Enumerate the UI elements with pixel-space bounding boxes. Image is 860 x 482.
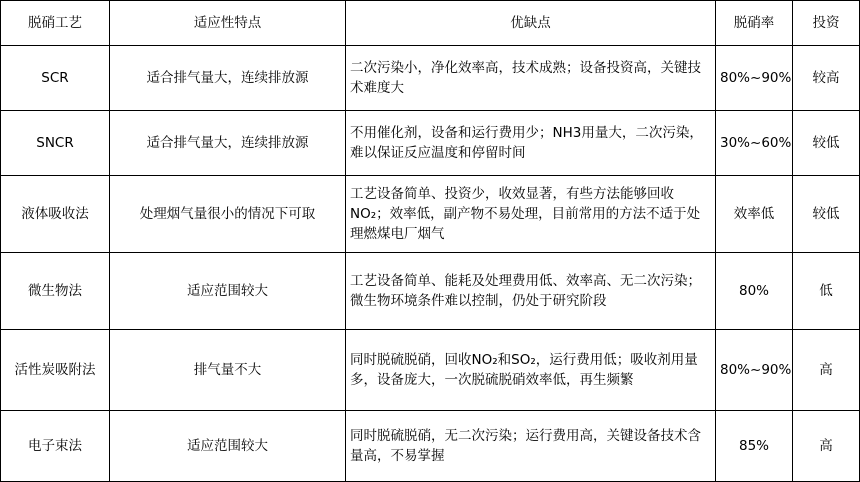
header-feature: 适应性特点	[110, 1, 346, 46]
pros-cons-cell: 工艺设备简单、投资少，收效显著，有些方法能够回收NO₂；效率低，副产物不易处理，目前常用的方法不适于处理燃煤电厂烟气	[346, 176, 716, 253]
pros-cons-cell: 工艺设备简单、能耗及处理费用低、效率高、无二次污染；微生物环境条件难以控制，仍处于研究阶段	[346, 253, 716, 330]
process-cell: SCR	[1, 46, 110, 111]
rate-cell: 效率低	[716, 176, 793, 253]
rate-cell: 80%	[716, 253, 793, 330]
header-rate: 脱硝率	[716, 1, 793, 46]
feature-cell: 适合排气量大，连续排放源	[110, 111, 346, 176]
investment-cell: 较低	[793, 176, 860, 253]
header-pros-cons: 优缺点	[346, 1, 716, 46]
header-process: 脱硝工艺	[1, 1, 110, 46]
feature-cell: 排气量不大	[110, 330, 346, 411]
process-cell: 微生物法	[1, 253, 110, 330]
pros-cons-cell: 同时脱硫脱硝，回收NO₂和SO₂，运行费用低；吸收剂用量多，设备庞大，一次脱硫脱硝效率低，再生频繁	[346, 330, 716, 411]
investment-cell: 较低	[793, 111, 860, 176]
table-row	[1, 176, 860, 253]
pros-cons-cell: 二次污染小，净化效率高，技术成熟；设备投资高，关键技术难度大	[346, 46, 716, 111]
process-cell: 电子束法	[1, 411, 110, 482]
table-row	[1, 253, 860, 330]
investment-cell: 低	[793, 253, 860, 330]
process-cell: SNCR	[1, 111, 110, 176]
pros-cons-cell: 不用催化剂，设备和运行费用少；NH3用量大，二次污染，难以保证反应温度和停留时间	[346, 111, 716, 176]
table-row	[1, 111, 860, 176]
table-row	[1, 411, 860, 482]
table-row	[1, 46, 860, 111]
process-cell: 活性炭吸附法	[1, 330, 110, 411]
rate-cell: 80%~90%	[716, 46, 793, 111]
process-cell: 液体吸收法	[1, 176, 110, 253]
feature-cell: 处理烟气量很小的情况下可取	[110, 176, 346, 253]
table-header-row	[1, 1, 860, 46]
rate-cell: 85%	[716, 411, 793, 482]
feature-cell: 适应范围较大	[110, 253, 346, 330]
investment-cell: 较高	[793, 46, 860, 111]
feature-cell: 适合排气量大，连续排放源	[110, 46, 346, 111]
investment-cell: 高	[793, 411, 860, 482]
feature-cell: 适应范围较大	[110, 411, 346, 482]
table-row	[1, 330, 860, 411]
rate-cell: 30%~60%	[716, 111, 793, 176]
investment-cell: 高	[793, 330, 860, 411]
rate-cell: 80%~90%	[716, 330, 793, 411]
header-investment: 投资	[793, 1, 860, 46]
pros-cons-cell: 同时脱硫脱硝，无二次污染；运行费用高，关键设备技术含量高，不易掌握	[346, 411, 716, 482]
